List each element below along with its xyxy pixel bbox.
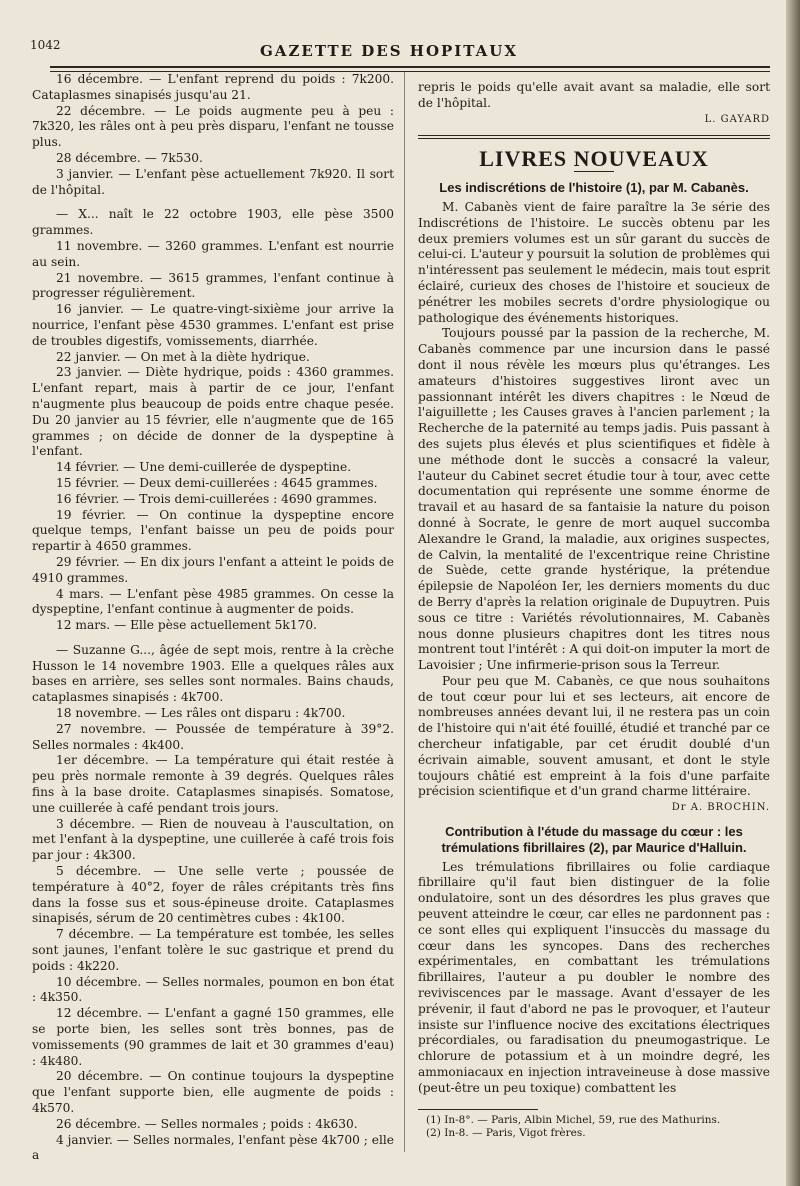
- column-separator: [404, 72, 405, 1152]
- article-title: Contribution à l'étude du massage du cœur : les trémulations fibrillaires (2), par Maurice d'Halluin.: [441, 824, 747, 855]
- case-entry: 22 janvier. — On met à la diète hydrique.: [56, 349, 310, 364]
- case-entry: 11 novembre. — 3260 grammes. L'enfant est nourrie au sein.: [32, 238, 394, 269]
- case-entry: 14 février. — Une demi-cuillerée de dyspeptine.: [56, 460, 352, 475]
- case-entry: 27 novembre. — Poussée de température à 39°2. Selles normales : 4k400.: [32, 721, 394, 752]
- case-entry: 3 janvier. — L'enfant pèse actuellement 7k920. Il sort de l'hôpital.: [32, 166, 394, 197]
- footnote: (2) In-8. — Paris, Vigot frères.: [426, 1126, 586, 1139]
- case-entry: — X... naît le 22 octobre 1903, elle pèse 3500 grammes.: [32, 207, 394, 238]
- article-paragraph: Toujours poussé par la passion de la recherche, M. Cabanès commence par une incursion dans le passé dont il nous révèle les mœurs plus qu'étranges. Les amateurs d'histoires suggestives liront avec un passionnant intérêt les divers chapitres : le Nœud de l'aiguillette ; les Causes graves à l'ancien parlement ; la Recherche de la paternité au temps jadis. Puis passant à des sujets plus élevés et plus scientifiques et fidèle à une méthode dont le succès a consacré la valeur, l'auteur du Cabinet secret étudie tour à tour, avec cette documentation qui représente une somme énorme de travail et au hasard de sa fantaisie la nature du poison donné à Socrate, le genre de mort auquel succomba Alexandre le Grand, la maladie, aux origines suspectes, de Calvin, la mentalité de l'excentrique reine Christine de Suède, cette grande hystérique, la prétendue épilepsie de Napoléon Ier, les derniers moments du duc de Berry d'après la relation originale de Dupuytren. Puis sous ce titre : Variétés révolutionnaires, M. Cabanès nous donne plusieurs chapitres dont les titres nous montrent tout l'intérêt : A qui doit-on imputer la mort de Lavoisier ; Une infirmerie-prison sous la Terreur.: [418, 326, 770, 673]
- right-column: [418, 80, 770, 1140]
- article-paragraph: M. Cabanès vient de faire paraître la 3e série des Indiscrétions de l'histoire. Le succès obtenu par les deux premiers volumes est un sûr garant du succès de celui-ci. L'auteur y poursuit la solution de problèmes qui n'intéressent pas seulement le médecin, mais tout esprit éclairé, curieux des choses de l'histoire et soucieux de pénétrer les mobiles secrets d'ordre physiologique ou pathologique des événements historiques.: [418, 199, 770, 325]
- case-entry: 16 janvier. — Le quatre-vingt-sixième jour arrive la nourrice, l'enfant pèse 4530 grammes. L'enfant est prise de troubles digestifs, vomissements, diarrhée.: [32, 302, 394, 348]
- paragraph-gap: [32, 198, 394, 207]
- article-paragraph: Pour peu que M. Cabanès, ce que nous souhaitons de tout cœur pour lui et ses lecteurs, ait encore de nombreuses années devant lui, il ne restera pas un coin de l'histoire qui n'ait été fouillé, étudié et tranché par ce chercheur infatigable, par cet érudit doublé d'un écrivain aimable, souvent amusant, et dont le style toujours châtié est empreint à la fois d'une parfaite précision scientifique et d'un grand charme littéraire.: [418, 673, 770, 799]
- page-number: 1042: [30, 38, 61, 52]
- article-signature: Dr A. BROCHIN.: [671, 802, 770, 814]
- case-entry: 1er décembre. — La température qui était restée à peu près normale remonte à 39 degrés. Quelques râles fins à la base droite. Cataplasmes sinapisés. Somatose, une cuillerée à café pendant trois jours.: [32, 753, 394, 815]
- case-entry: 26 décembre. — Selles normales ; poids : 4k630.: [56, 1116, 358, 1131]
- case-entry: 28 décembre. — 7k530.: [56, 150, 203, 165]
- title-rule: [574, 171, 614, 172]
- case-entry: 21 novembre. — 3615 grammes, l'enfant continue à progresser régulièrement.: [32, 270, 394, 301]
- case-entry: — Suzanne G..., âgée de sept mois, rentre à la crèche Husson le 14 novembre 1903. Elle a quelques râles aux bases en arrière, ses selles sont normales. Bains chauds, cataplasmes sinapisés : 4k700.: [32, 642, 394, 705]
- footnote-rule: [418, 1109, 538, 1110]
- left-column: [32, 72, 394, 1164]
- section-rule: [418, 135, 770, 139]
- case-entry: 29 février. — En dix jours l'enfant a atteint le poids de 4910 grammes.: [32, 554, 394, 585]
- case-entry: 15 février. — Deux demi-cuillerées : 4645 grammes.: [56, 475, 378, 490]
- case-entry: 3 décembre. — Rien de nouveau à l'auscultation, on met l'enfant à la dyspeptine, une cuillerée à café trois fois par jour : 4k300.: [32, 816, 394, 863]
- case-entry: 16 février. — Trois demi-cuillerées : 4690 grammes.: [56, 491, 378, 506]
- page-edge-shadow: [786, 0, 800, 1186]
- case-entry: 7 décembre. — La température est tombée, les selles sont jaunes, l'enfant tolère le suc gastrique et prend du poids : 4k220.: [32, 927, 394, 973]
- journal-title: GAZETTE DES HOPITAUX: [260, 42, 519, 60]
- case-entry: 19 février. — On continue la dyspeptine encore quelque temps, l'enfant baisse un peu de poids pour repartir à 4650 grammes.: [32, 507, 394, 554]
- continuation-signature: L. GAYARD: [704, 113, 770, 125]
- article-title: Les indiscrétions de l'histoire (1), par M. Cabanès.: [439, 180, 749, 196]
- case-entry: 12 mars. — Elle pèse actuellement 5k170.: [56, 618, 317, 633]
- case-entry: 23 janvier. — Diète hydrique, poids : 4360 grammes. L'enfant repart, mais à partir de ce jour, l'enfant n'augmente plus beaucoup de poids entre chaque pesée. Du 20 janvier au 15 février, elle n'augmente que de 165 grammes ; on décide de donner de la dyspeptine à l'enfant.: [32, 365, 394, 459]
- section-title: LIVRES NOUVEAUX: [479, 146, 709, 172]
- case-entry: 5 décembre. — Une selle verte ; poussée de température à 40°2, foyer de râles crépitants très fins dans la fosse sus et sous-épineuse droite. Cataplasmes sinapisés, sérum de 20 centimètres cubes : 4k100.: [32, 864, 394, 926]
- footnote: (1) In-8°. — Paris, Albin Michel, 59, rue des Mathurins.: [426, 1113, 721, 1126]
- case-entry: 4 mars. — L'enfant pèse 4985 grammes. On cesse la dyspeptine, l'enfant continue à augmenter de poids.: [32, 586, 394, 617]
- paragraph-gap: [32, 634, 394, 643]
- case-entry: 18 novembre. — Les râles ont disparu : 4k700.: [56, 706, 346, 721]
- case-entry: 22 décembre. — Le poids augmente peu à peu : 7k320, les râles ont à peu près disparu, l'enfant ne tousse plus.: [32, 103, 394, 150]
- case-entry: 10 décembre. — Selles normales, poumon en bon état : 4k350.: [32, 974, 394, 1005]
- article-paragraph: Les trémulations fibrillaires ou folie cardiaque fibrillaire qu'il faut bien distinguer de la folie ondulatoire, sont un des désordres les plus graves que peuvent atteindre le cœur, car elles ne pardonnent pas : ce sont elles qui expliquent l'insuccès du massage du cœur dans les syncopes. Dans des recherches expérimentales, en combattant les trémulations fibrillaires, l'auteur a pu doubler le nombre des reviviscences par le massage. Avant d'essayer de les prévenir, il faut d'abord ne pas le provoquer, et l'auteur insiste sur l'influence nocive des excitations électriques précordiales, ou faradisation du pneumogastrique. Le chlorure de potassium et à un moindre degré, les ammoniacaux en injection intraveineuse à dose massive (peut-être un peu toxique) combattent les: [418, 859, 770, 1095]
- case-entry: 12 décembre. — L'enfant a gagné 150 grammes, elle se porte bien, les selles sont très bonnes, pas de vomissements (90 grammes de lait et 30 grammes d'eau) : 4k480.: [32, 1006, 394, 1068]
- case-entry: 4 janvier. — Selles normales, l'enfant pèse 4k700 ; elle a: [32, 1132, 394, 1163]
- case-entry: 16 décembre. — L'enfant reprend du poids : 7k200. Cataplasmes sinapisés jusqu'au 21.: [32, 72, 394, 102]
- case-entry: 20 décembre. — On continue toujours la dyspeptine que l'enfant supporte bien, elle augmente de poids : 4k570.: [32, 1069, 394, 1115]
- continuation-text: repris le poids qu'elle avait avant sa maladie, elle sort de l'hôpital.: [418, 80, 770, 110]
